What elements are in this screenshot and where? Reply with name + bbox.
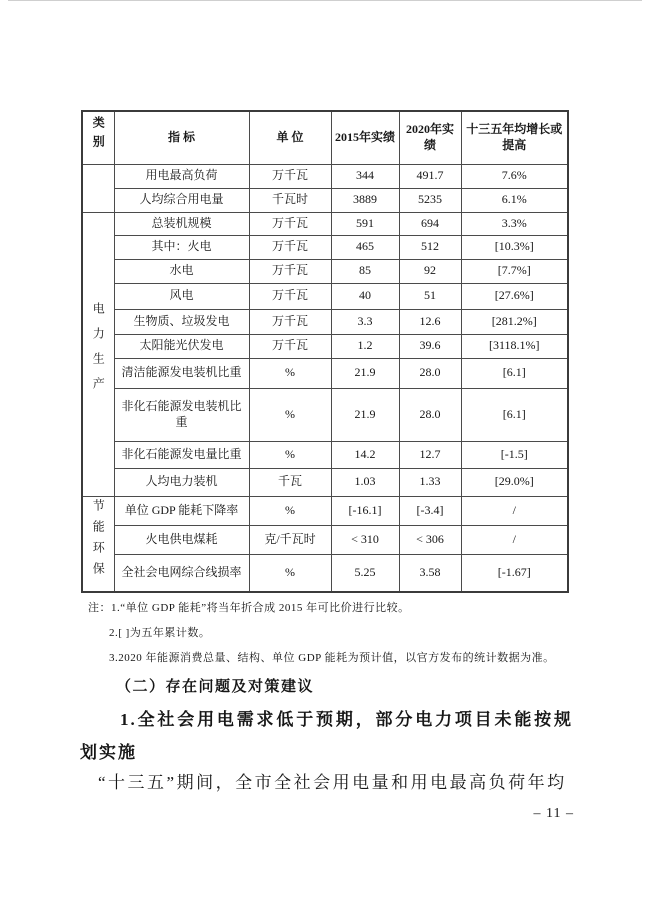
indicator-table: [81, 110, 569, 593]
col-header-growth: 十三五年均增长或提高: [461, 111, 568, 164]
unit-cell: 万千瓦: [249, 164, 331, 188]
body-paragraph: “十三五”期间，全市全社会用电量和用电最高负荷年均: [98, 773, 567, 792]
value-2020-cell: 491.7: [399, 164, 461, 188]
value-2015-cell: 3.3: [331, 309, 399, 334]
value-2015-cell: < 310: [331, 525, 399, 554]
value-2020-cell: 92: [399, 259, 461, 283]
value-2020-cell: 39.6: [399, 334, 461, 358]
indicator-cell: 人均综合用电量: [114, 188, 249, 212]
indicator-cell: 总装机规模: [114, 212, 249, 235]
value-2015-cell: [-16.1]: [331, 496, 399, 525]
indicator-cell: 人均电力装机: [114, 468, 249, 496]
indicator-cell: 水电: [114, 259, 249, 283]
indicator-cell: 太阳能光伏发电: [114, 334, 249, 358]
growth-cell: 3.3%: [461, 212, 568, 235]
category-cell-blank: [82, 164, 114, 212]
unit-cell: %: [249, 441, 331, 468]
unit-cell: 万千瓦: [249, 259, 331, 283]
value-2020-cell: 3.58: [399, 554, 461, 592]
value-2020-cell: 694: [399, 212, 461, 235]
growth-cell: [3118.1%]: [461, 334, 568, 358]
category-cell-energy-saving: [82, 496, 114, 592]
col-header-2020: 2020年实绩: [399, 111, 461, 164]
page-number: – 11 –: [533, 806, 574, 821]
value-2020-cell: 12.7: [399, 441, 461, 468]
value-2015-cell: 1.2: [331, 334, 399, 358]
growth-cell: 7.6%: [461, 164, 568, 188]
footnote-1: 注：1.“单位 GDP 能耗”将当年折合成 2015 年可比价进行比较。: [88, 602, 410, 614]
unit-cell: %: [249, 554, 331, 592]
col-header-unit: 单 位: [249, 111, 331, 164]
category-cell-power-production: [82, 212, 114, 496]
value-2015-cell: 21.9: [331, 388, 399, 441]
footnote-3: 3.2020 年能源消费总量、结构、单位 GDP 能耗为预计值，以官方发布的统计数据为准。: [109, 652, 555, 664]
growth-cell: 6.1%: [461, 188, 568, 212]
table-row: [82, 496, 568, 525]
unit-cell: %: [249, 358, 331, 388]
category-label: 电力生产: [91, 301, 106, 402]
unit-cell: 万千瓦: [249, 212, 331, 235]
table-row: [82, 212, 568, 235]
value-2015-cell: 344: [331, 164, 399, 188]
value-2020-cell: 512: [399, 235, 461, 259]
unit-cell: 千瓦时: [249, 188, 331, 212]
col-header-indicator: 指 标: [114, 111, 249, 164]
unit-cell: 万千瓦: [249, 309, 331, 334]
footnote-2: 2.[ ]为五年累计数。: [109, 627, 211, 639]
indicator-cell: 清洁能源发电装机比重: [114, 358, 249, 388]
unit-cell: %: [249, 388, 331, 441]
growth-cell: /: [461, 525, 568, 554]
col-header-category-label: 类别: [91, 116, 106, 155]
indicator-cell: 生物质、垃圾发电: [114, 309, 249, 334]
table-row: [82, 188, 568, 212]
value-2015-cell: 591: [331, 212, 399, 235]
indicator-cell: 风电: [114, 283, 249, 309]
col-header-category: [82, 111, 114, 164]
indicator-cell: 其中：火电: [114, 235, 249, 259]
table-row: [82, 235, 568, 259]
table-row: [82, 283, 568, 309]
value-2015-cell: 14.2: [331, 441, 399, 468]
growth-cell: [281.2%]: [461, 309, 568, 334]
value-2020-cell: 51: [399, 283, 461, 309]
table-header-row: [82, 111, 568, 164]
col-header-2015: 2015年实绩: [331, 111, 399, 164]
value-2020-cell: < 306: [399, 525, 461, 554]
value-2020-cell: 5235: [399, 188, 461, 212]
table-row: [82, 259, 568, 283]
value-2020-cell: 1.33: [399, 468, 461, 496]
unit-cell: 克/千瓦时: [249, 525, 331, 554]
growth-cell: [27.6%]: [461, 283, 568, 309]
table-row: [82, 358, 568, 388]
indicator-cell: 全社会电网综合线损率: [114, 554, 249, 592]
indicator-cell: 火电供电煤耗: [114, 525, 249, 554]
table-row: [82, 164, 568, 188]
unit-cell: 千瓦: [249, 468, 331, 496]
growth-cell: [-1.67]: [461, 554, 568, 592]
table-row: [82, 554, 568, 592]
unit-cell: 万千瓦: [249, 334, 331, 358]
indicator-table-container: [81, 110, 569, 593]
value-2015-cell: 21.9: [331, 358, 399, 388]
table-footnotes: [88, 596, 574, 671]
sub-heading: 1.全社会用电需求低于预期，部分电力项目未能按规划实施: [80, 710, 573, 762]
indicator-cell: 非化石能源发电装机比重: [114, 388, 249, 441]
table-row: [82, 309, 568, 334]
table-row: [82, 388, 568, 441]
value-2020-cell: 12.6: [399, 309, 461, 334]
category-label: 节能环保: [91, 499, 106, 584]
table-row: [82, 441, 568, 468]
value-2020-cell: 28.0: [399, 358, 461, 388]
unit-cell: 万千瓦: [249, 235, 331, 259]
value-2015-cell: 5.25: [331, 554, 399, 592]
growth-cell: /: [461, 496, 568, 525]
growth-cell: [29.0%]: [461, 468, 568, 496]
growth-cell: [6.1]: [461, 388, 568, 441]
value-2015-cell: 465: [331, 235, 399, 259]
growth-cell: [-1.5]: [461, 441, 568, 468]
growth-cell: [7.7%]: [461, 259, 568, 283]
growth-cell: [10.3%]: [461, 235, 568, 259]
value-2020-cell: [-3.4]: [399, 496, 461, 525]
value-2015-cell: 3889: [331, 188, 399, 212]
section-heading: （二）存在问题及对策建议: [116, 679, 315, 695]
unit-cell: 万千瓦: [249, 283, 331, 309]
indicator-cell: 用电最高负荷: [114, 164, 249, 188]
table-row: [82, 334, 568, 358]
indicator-cell: 非化石能源发电量比重: [114, 441, 249, 468]
value-2015-cell: 1.03: [331, 468, 399, 496]
unit-cell: %: [249, 496, 331, 525]
indicator-cell: 单位 GDP 能耗下降率: [114, 496, 249, 525]
growth-cell: [6.1]: [461, 358, 568, 388]
value-2015-cell: 40: [331, 283, 399, 309]
page-top-scan-line: [8, 0, 642, 1]
value-2020-cell: 28.0: [399, 388, 461, 441]
value-2015-cell: 85: [331, 259, 399, 283]
table-row: [82, 468, 568, 496]
table-row: [82, 525, 568, 554]
